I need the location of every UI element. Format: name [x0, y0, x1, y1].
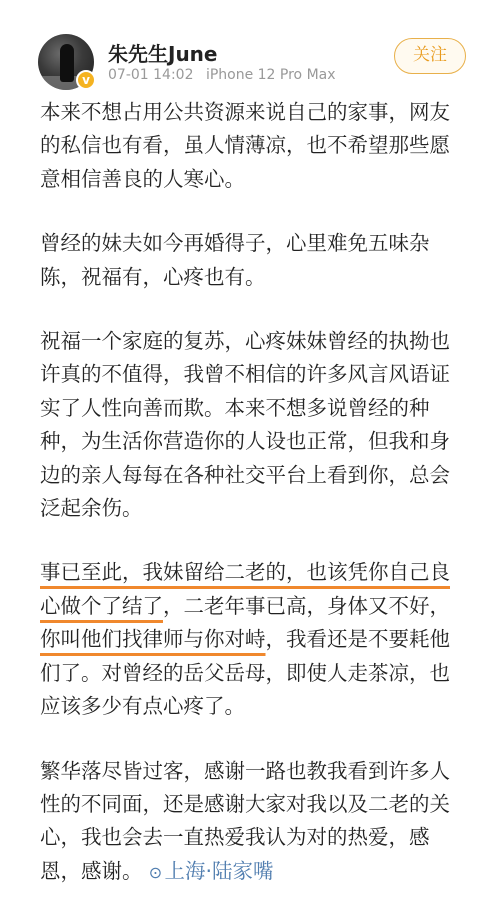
post-paragraph-1: 本来不想占用公共资源来说自己的家事，网友的私信也有看，虽人情薄凉，也不希望那些愿意相信善良的人寒心。 [40, 100, 450, 191]
location-pin-icon: ⊙ [148, 862, 163, 882]
post-paragraph-3: 祝福一个家庭的复苏，心疼妹妹曾经的执拗也许真的不值得，我曾不相信的许多风言风语证实了人性向善而欺。本来不想多说曾经的种种，为生活你营造你的人设也正常，但我和身边的亲人每每在各种社交平台上看到你，总会泛起余伤。 [40, 329, 450, 521]
follow-button[interactable]: 关注 [394, 38, 466, 74]
post-paragraph-4 [40, 556, 470, 723]
post-header [0, 0, 480, 100]
location-text: 上海·陆家嘴 [164, 858, 274, 883]
post-meta [108, 67, 344, 83]
paragraph-4-middle: ，二老年事已高，身体又不好， [163, 593, 450, 618]
post-content [40, 96, 470, 920]
username[interactable]: 朱先生June [108, 42, 218, 66]
highlighted-text-2: 你叫他们找律师与你对峙 [40, 627, 266, 652]
post-paragraph-2: 曾经的妹夫如今再婚得子，心里难免五味杂陈，祝福有，心疼也有。 [40, 231, 430, 289]
post-device: iPhone 12 Pro Max [205, 67, 336, 83]
post-date: 07-01 14:02 [108, 67, 194, 83]
highlighted-text-1: 事已至此，我妹留给二老的，也该凭你自己良心做个了结了 [40, 560, 450, 618]
avatar-figure-decoration [60, 44, 74, 82]
paragraph-4-end: ，我看还是不要耗他们了。对曾经的岳父岳母，即使人走茶凉，也应该多少有点心疼了。 [40, 627, 450, 719]
paragraph-5-text: 繁华落尽皆过客，感谢一路也教我看到许多人性的不同面，还是感谢大家对我以及二老的关心，我也会去一直热爱我认为对的热爱，感恩，感谢。 [40, 758, 450, 883]
location-link[interactable] [143, 859, 274, 883]
post-paragraph-5 [40, 755, 470, 890]
verified-badge-icon: v [76, 70, 96, 90]
